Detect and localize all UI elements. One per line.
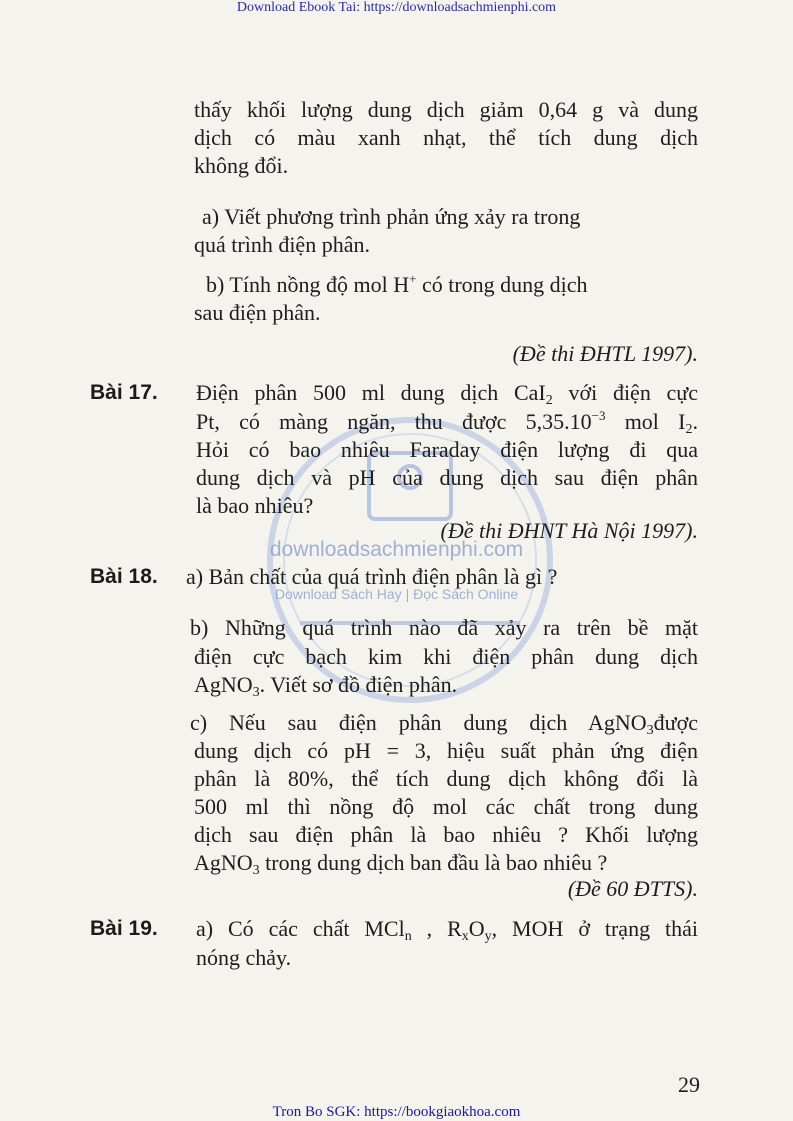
- intro-line-1: thấy khối lượng dung dịch giảm 0,64 g và dung: [194, 97, 698, 122]
- intro-line-2: dịch có màu xanh nhạt, thể tích dung dịch: [194, 125, 698, 150]
- bai18-label: Bài 18.: [90, 565, 158, 588]
- watermark-site: downloadsachmienphi.com: [269, 538, 524, 561]
- bai17-line-5: là bao nhiêu?: [196, 493, 314, 518]
- bai18-part-b-line-1: b) Những quá trình nào đã xảy ra trên bề mặt: [190, 615, 698, 640]
- intro-part-b-line-1: b) Tính nồng độ mol H+ có trong dung dịch: [206, 271, 588, 297]
- bai18-part-c-line-5: dịch sau điện phân là bao nhiêu ? Khối lượng: [194, 822, 698, 847]
- page-number: 29: [678, 1072, 700, 1097]
- bai18-part-a: a) Bản chất của quá trình điện phân là gì ?: [186, 564, 558, 589]
- bai17-line-3: Hỏi có bao nhiêu Faraday điện lượng đi qua: [196, 437, 698, 462]
- bai18-part-c-line-1: c) Nếu sau điện phân dung dịch AgNO$_3$được: [190, 710, 698, 738]
- bai17-label: Bài 17.: [90, 381, 158, 404]
- intro-part-a-line-1: a) Viết phương trình phản ứng xảy ra trong: [202, 204, 581, 229]
- bai18-source: (Đề 60 ĐTTS).: [567, 876, 698, 901]
- bai17-line-4: dung dịch và pH của dung dịch sau điện phân: [196, 465, 698, 490]
- bai18-part-c-line-4: 500 ml thì nồng độ mol các chất trong dung: [194, 794, 698, 819]
- intro-part-b-line-2: sau điện phân.: [194, 300, 321, 325]
- intro-line-3: không đổi.: [194, 153, 289, 178]
- intro-source: (Đề thi ĐHTL 1997).: [512, 341, 698, 366]
- bai18-part-b-line-3: AgNO$_3$. Viết sơ đồ điện phân.: [194, 672, 458, 700]
- intro-part-a-line-2: quá trình điện phân.: [194, 232, 370, 257]
- header-download-link[interactable]: Download Ebook Tai: https://downloadsachmienphi.com: [236, 0, 557, 15]
- watermark-tagline: Download Sách Hay | Đọc Sách Online: [274, 586, 519, 602]
- bai17-line-1: Điện phân 500 ml dung dịch CaI$_2$ với điện cực: [196, 380, 698, 408]
- bai18-part-b-line-2: điện cực bạch kim khi điện phân dung dịch: [194, 644, 698, 669]
- footer-sgk-link[interactable]: Tron Bo SGK: https://bookgiaokhoa.com: [272, 1104, 521, 1120]
- bai19-label: Bài 19.: [90, 917, 158, 940]
- bai18-part-c-line-6: AgNO$_3$ trong dung dịch ban đầu là bao nhiêu ?: [194, 850, 608, 878]
- bai18-part-c-line-3: phân là 80%, thể tích dung dịch không đổi là: [194, 766, 698, 791]
- bai18-part-c-line-2: dung dịch có pH = 3, hiệu suất phản ứng điện: [194, 738, 698, 763]
- bai19-line-1: a) Có các chất MCl$_n$ , $R_xO_y$, MOH ở trạng thái: [196, 916, 698, 944]
- bai17-line-2: Pt, có màng ngăn, thu được $5,35.10^{-3}$ mol $I_2$.: [196, 408, 698, 437]
- bai19-line-2: nóng chảy.: [196, 945, 292, 970]
- bai17-source: (Đề thi ĐHNT Hà Nội 1997).: [440, 518, 698, 543]
